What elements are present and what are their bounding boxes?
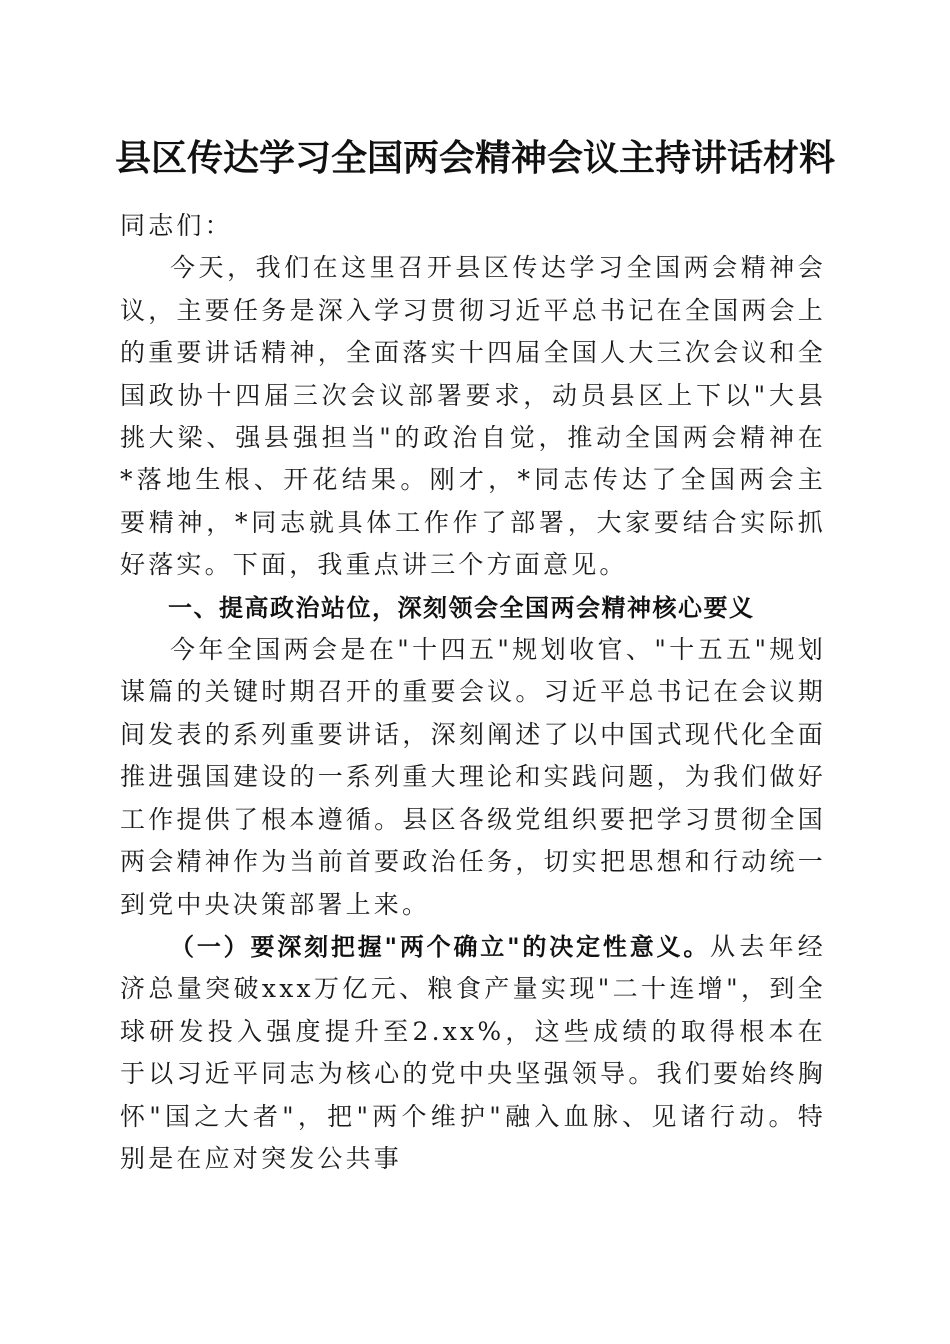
document-title: 县区传达学习全国两会精神会议主持讲话材料 [114,137,835,179]
salutation: 同志们： [120,211,233,240]
section-1-heading: 一、提高政治站位，深刻领会全国两会精神核心要义 [168,593,755,622]
subsection-1-text: 从去年经济总量突破xxx万亿元、粮食产量实现"二十连增"，到全球研发投入强度提升至2.xx%，这些成绩的取得根本在于以习近平同志为核心的党中央坚强领导。我们要始终胸怀"国之大者"，把"两个维护"融入血脉、见诸行动。特别是在应对突发公共事 [120,931,826,1173]
document-body [120,205,826,1180]
section-1-paragraph: 今年全国两会是在"十四五"规划收官、"十五五"规划谋篇的关键时期召开的重要会议。习近平总书记在会议期间发表的系列重要讲话，深刻阐述了以中国式现代化全面推进强国建设的一系列重大理论和实践问题，为我们做好工作提供了根本遵循。县区各级党组织要把学习贯彻全国两会精神作为当前首要政治任务，切实把思想和行动统一到党中央决策部署上来。 [120,635,826,919]
subsection-1-heading: （一）要深刻把握"两个确立"的决定性意义。 [170,932,711,961]
subsection-1-paragraph [120,926,826,1180]
intro-paragraph: 今天，我们在这里召开县区传达学习全国两会精神会议，主要任务是深入学习贯彻习近平总书记在全国两会上的重要讲话精神，全面落实十四届全国人大三次会议和全国政协十四届三次会议部署要求，动员县区上下以"大县挑大梁、强县强担当"的政治自觉，推动全国两会精神在*落地生根、开花结果。刚才，*同志传达了全国两会主要精神，*同志就具体工作作了部署，大家要结合实际抓好落实。下面，我重点讲三个方面意见。 [120,253,826,580]
